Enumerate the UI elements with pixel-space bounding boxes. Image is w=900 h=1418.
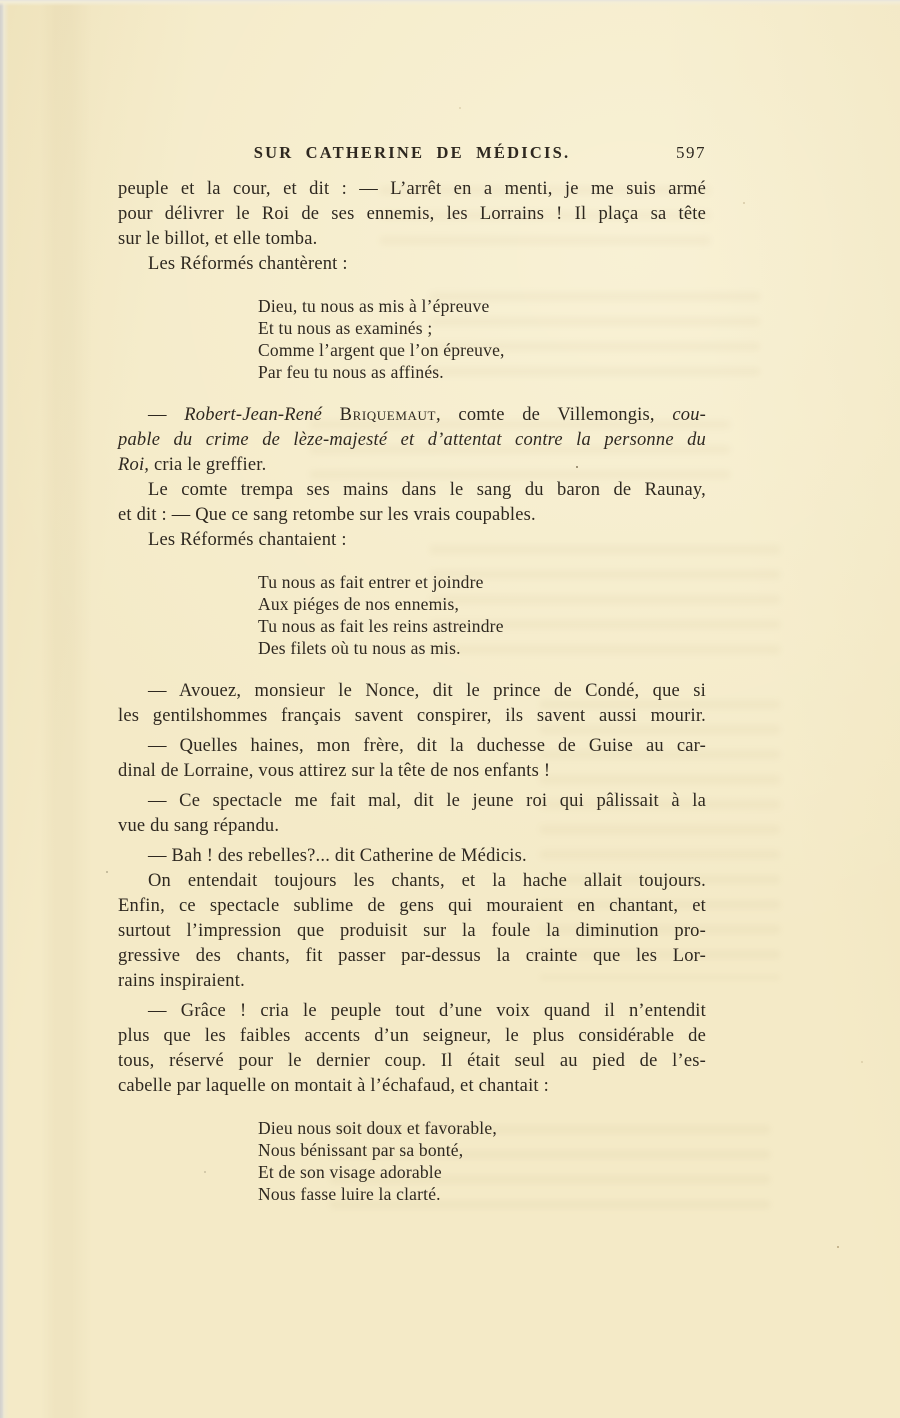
text-line bbox=[118, 503, 706, 528]
text-line bbox=[258, 593, 706, 615]
text-line bbox=[118, 894, 706, 919]
text-run: et dit : — Que ce sang retombe sur les vrais coupables. bbox=[118, 505, 536, 525]
text-line bbox=[118, 844, 706, 869]
text-line bbox=[118, 478, 706, 503]
text-line bbox=[258, 1183, 706, 1205]
smallcaps-text: Briquemaut bbox=[339, 405, 437, 425]
text-line bbox=[118, 679, 706, 704]
scan-edge-left bbox=[0, 0, 9, 1418]
text-line bbox=[258, 339, 706, 361]
verse-block bbox=[118, 295, 706, 383]
text-run: gressive des chants, fit passer par-dessus la crainte que les Lor- bbox=[118, 946, 706, 966]
text-run: Comme l’argent que l’on épreuve, bbox=[258, 340, 505, 360]
page-number: 597 bbox=[676, 143, 706, 162]
paragraph bbox=[118, 789, 706, 839]
text-run: dinal de Lorraine, vous attirez sur la tête de nos enfants ! bbox=[118, 761, 551, 781]
text-run: Tu nous as fait les reins astreindre bbox=[258, 616, 504, 636]
text-line bbox=[118, 227, 706, 252]
verse-block bbox=[118, 1117, 706, 1205]
paragraph bbox=[118, 679, 706, 729]
paragraph bbox=[118, 403, 706, 478]
text-line bbox=[118, 177, 706, 202]
text-run: Les Réformés chantaient : bbox=[148, 530, 347, 550]
text-run: Enfin, ce spectacle sublime de gens qui mouraient en chantant, et bbox=[118, 896, 706, 916]
text-line bbox=[258, 295, 706, 317]
running-title: SUR CATHERINE DE MÉDICIS. bbox=[253, 143, 571, 162]
text-line bbox=[118, 1049, 706, 1074]
paragraph bbox=[118, 999, 706, 1099]
text-run: Nous fasse luire la clarté. bbox=[258, 1184, 441, 1204]
text-line bbox=[118, 999, 706, 1024]
italic-text: pable du crime de lèze-majesté et d’attentat contre la personne du bbox=[118, 430, 706, 450]
text-run: pour délivrer le Roi de ses ennemis, les Lorrains ! Il plaça sa tête bbox=[118, 204, 706, 224]
text-run: Dieu nous soit doux et favorable, bbox=[258, 1118, 497, 1138]
text-run: — Bah ! des rebelles?... dit Catherine de Médicis. bbox=[148, 846, 527, 866]
text-line bbox=[118, 869, 706, 894]
text-line bbox=[118, 1024, 706, 1049]
text-run: — Grâce ! cria le peuple tout d’une voix quand il n’entendit bbox=[148, 1001, 706, 1021]
text-line bbox=[118, 759, 706, 784]
text-run: peuple et la cour, et dit : — L’arrêt en a menti, je me suis armé bbox=[118, 179, 706, 199]
page-header bbox=[118, 143, 706, 165]
text-line bbox=[118, 919, 706, 944]
paragraph bbox=[118, 177, 706, 252]
text-line bbox=[118, 202, 706, 227]
italic-text: Robert-Jean-René bbox=[184, 405, 340, 425]
text-line bbox=[118, 1074, 706, 1099]
text-run: Et de son visage adorable bbox=[258, 1162, 442, 1182]
paragraph bbox=[118, 869, 706, 994]
text-run: Des filets où tu nous as mis. bbox=[258, 638, 461, 658]
text-line bbox=[118, 814, 706, 839]
paragraph bbox=[118, 252, 706, 277]
text-line bbox=[258, 637, 706, 659]
text-run: surtout l’impression que produisit sur la foule la diminution pro- bbox=[118, 921, 706, 941]
text-run: On entendait toujours les chants, et la hache allait toujours. bbox=[148, 871, 706, 891]
text-line bbox=[118, 453, 706, 478]
text-line bbox=[118, 944, 706, 969]
text-line bbox=[118, 704, 706, 729]
text-line bbox=[118, 428, 706, 453]
text-run: sur le billot, et elle tomba. bbox=[118, 229, 318, 249]
text-run: Et tu nous as examinés ; bbox=[258, 318, 433, 338]
text-run: Aux piéges de nos ennemis, bbox=[258, 594, 460, 614]
text-run: , comte de Villemongis, bbox=[436, 405, 673, 425]
text-run: — bbox=[148, 405, 185, 425]
text-run: — Avouez, monsieur le Nonce, dit le prince de Condé, que si bbox=[148, 681, 706, 701]
italic-text: Roi, bbox=[118, 455, 150, 475]
text-run: rains inspiraient. bbox=[118, 971, 245, 991]
paragraph bbox=[118, 528, 706, 553]
paragraph bbox=[118, 734, 706, 784]
text-run: Dieu, tu nous as mis à l’épreuve bbox=[258, 296, 490, 316]
text-line bbox=[258, 1139, 706, 1161]
text-run: Nous bénissant par sa bonté, bbox=[258, 1140, 464, 1160]
text-line bbox=[118, 403, 706, 428]
text-run: Les Réformés chantèrent : bbox=[148, 254, 348, 274]
italic-text: cou- bbox=[672, 405, 706, 425]
text-line bbox=[258, 615, 706, 637]
text-run: les gentilshommes français savent conspirer, ils savent aussi mourir. bbox=[118, 706, 706, 726]
text-run: Par feu tu nous as affinés. bbox=[258, 362, 444, 382]
verse-block bbox=[118, 571, 706, 659]
text-column bbox=[118, 143, 706, 1225]
text-run: tous, réservé pour le dernier coup. Il était seul au pied de l’es- bbox=[118, 1051, 706, 1071]
text-run: vue du sang répandu. bbox=[118, 816, 280, 836]
text-run: — Quelles haines, mon frère, dit la duchesse de Guise au car- bbox=[148, 736, 706, 756]
text-line bbox=[118, 528, 706, 553]
text-run: Tu nous as fait entrer et joindre bbox=[258, 572, 484, 592]
text-run: cabelle par laquelle on montait à l’échafaud, et chantait : bbox=[118, 1076, 549, 1096]
text-line bbox=[258, 361, 706, 383]
text-line bbox=[258, 1161, 706, 1183]
text-line bbox=[118, 969, 706, 994]
paragraph bbox=[118, 478, 706, 528]
scan-edge-top bbox=[0, 0, 900, 6]
text-run: Le comte trempa ses mains dans le sang du baron de Raunay, bbox=[148, 480, 706, 500]
text-line bbox=[258, 571, 706, 593]
text-line bbox=[258, 317, 706, 339]
text-run: — Ce spectacle me fait mal, dit le jeune roi qui pâlissait à la bbox=[148, 791, 706, 811]
text-run: cria le greffier. bbox=[149, 455, 267, 475]
text-line bbox=[118, 734, 706, 759]
text-run: plus que les faibles accents d’un seigneur, le plus considérable de bbox=[118, 1026, 706, 1046]
text-line bbox=[118, 789, 706, 814]
text-line bbox=[258, 1117, 706, 1139]
paragraph bbox=[118, 844, 706, 869]
text-blocks bbox=[118, 177, 706, 1205]
text-line bbox=[118, 252, 706, 277]
